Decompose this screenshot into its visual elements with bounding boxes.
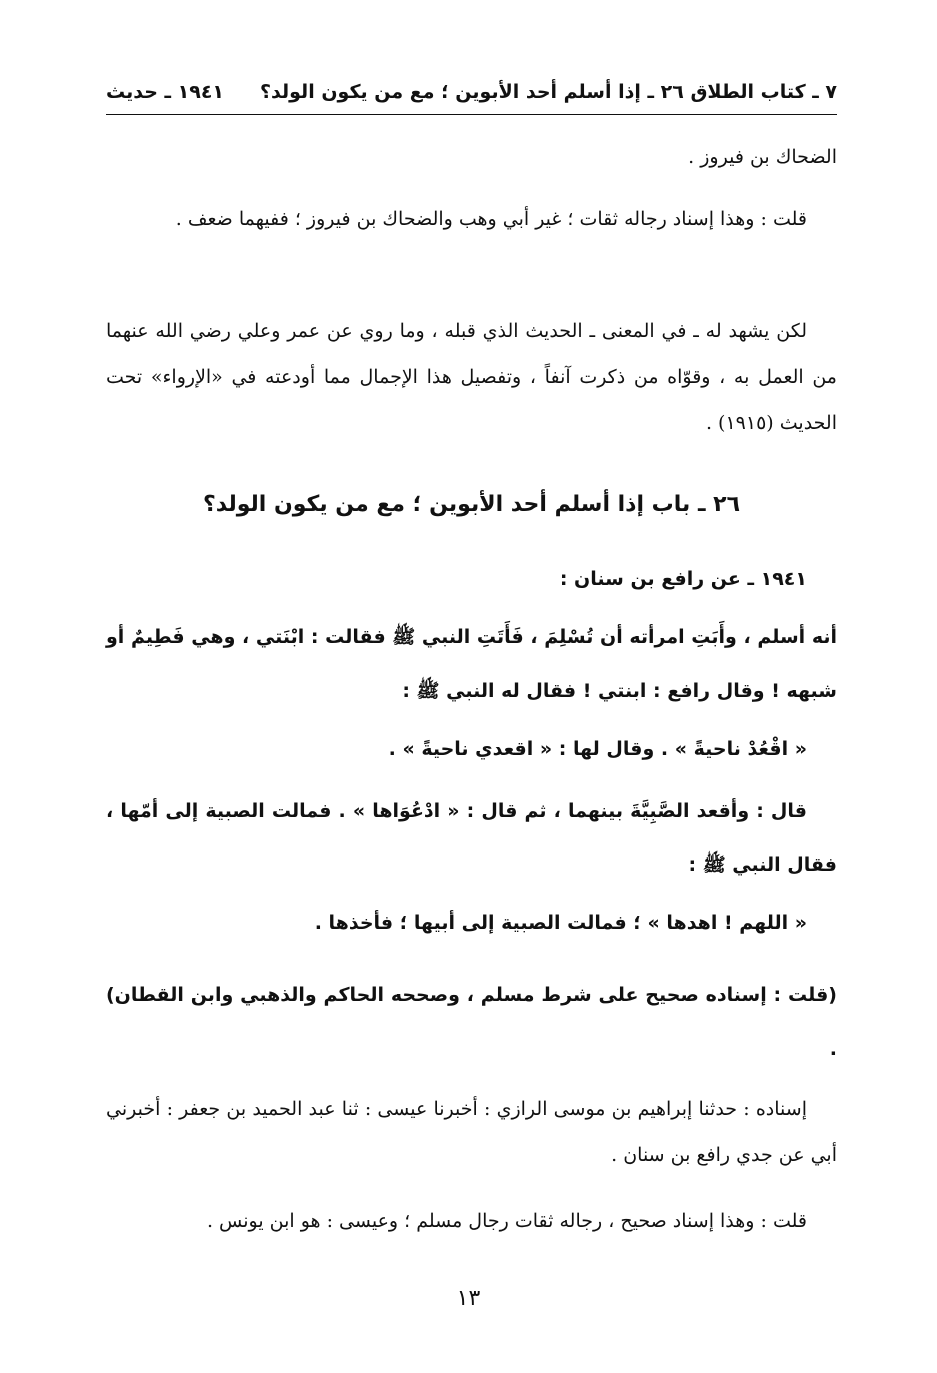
header-hadith-ref: ١٩٤١ ـ حديث bbox=[106, 81, 225, 103]
hadith-text-part-2: « اقْعُدْ ناحيةً » . وقال لها : « اقعدي ناحيةً » . bbox=[388, 738, 807, 760]
hadith-text-part-1: أنه أسلم ، وأَبَتِ امرأته أن تُسْلِمَ ، فَأَتَتِ النبي ﷺ فقالت : ابْنَتي ، وهي فَطِيمٌ أو شبهه ! وقال رافع : ابنتي ! فقال له النبي ﷺ : bbox=[106, 626, 837, 702]
header-divider bbox=[106, 114, 837, 115]
chapter-heading: ٢٦ ـ باب إذا أسلم أحد الأبوين ؛ مع من يكون الولد؟ bbox=[203, 492, 740, 517]
paragraph-supporting-evidence: لكن يشهد له ـ في المعنى ـ الحديث الذي قبله ، وما روي عن عمر وعلي رضي الله عنهما من العمل به ، وقوّاه من ذكرت آنفاً ، وتفصيل هذا الإجمال مما أودعته في «الإرواء» تحت الحديث (١٩١٥) . bbox=[106, 320, 837, 434]
paragraph-continuation: الضحاك بن فيروز . bbox=[688, 146, 837, 168]
running-header bbox=[106, 74, 837, 110]
paragraph-isnad-assessment: قلت : وهذا إسناد صحيح ، رجاله ثقات رجال مسلم ؛ وعيسى : هو ابن يونس . bbox=[206, 1210, 807, 1232]
paragraph-chain-assessment: قلت : وهذا إسناد رجاله ثقات ؛ غير أبي وهب والضحاك بن فيروز ؛ ففيهما ضعف . bbox=[175, 208, 807, 230]
paragraph-isnad: إسناده : حدثنا إبراهيم بن موسى الرازي : أخبرنا عيسى : ثنا عبد الحميد بن جعفر : أخبرني أبي عن جدي رافع بن سنان . bbox=[106, 1098, 837, 1166]
page-number: ١٣ bbox=[456, 1286, 481, 1311]
hadith-number-line: ١٩٤١ ـ عن رافع بن سنان : bbox=[559, 568, 807, 590]
hadith-grading: (قلت : إسناده صحيح على شرط مسلم ، وصححه الحاكم والذهبي وابن القطان) . bbox=[106, 984, 837, 1060]
hadith-text-part-4: « اللهم ! اهدها » ؛ فمالت الصبية إلى أبيها ؛ فأخذها . bbox=[314, 912, 807, 934]
header-chapter: ٧ ـ كتاب الطلاق ٢٦ ـ إذا أسلم أحد الأبوين ؛ مع من يكون الولد؟ bbox=[260, 81, 837, 103]
hadith-text-part-3: قال : وأقعد الصَّبِيَّةَ بينهما ، ثم قال : « ادْعُوَاها » . فمالت الصبية إلى أمّها ، فقال النبي ﷺ : bbox=[106, 800, 837, 876]
